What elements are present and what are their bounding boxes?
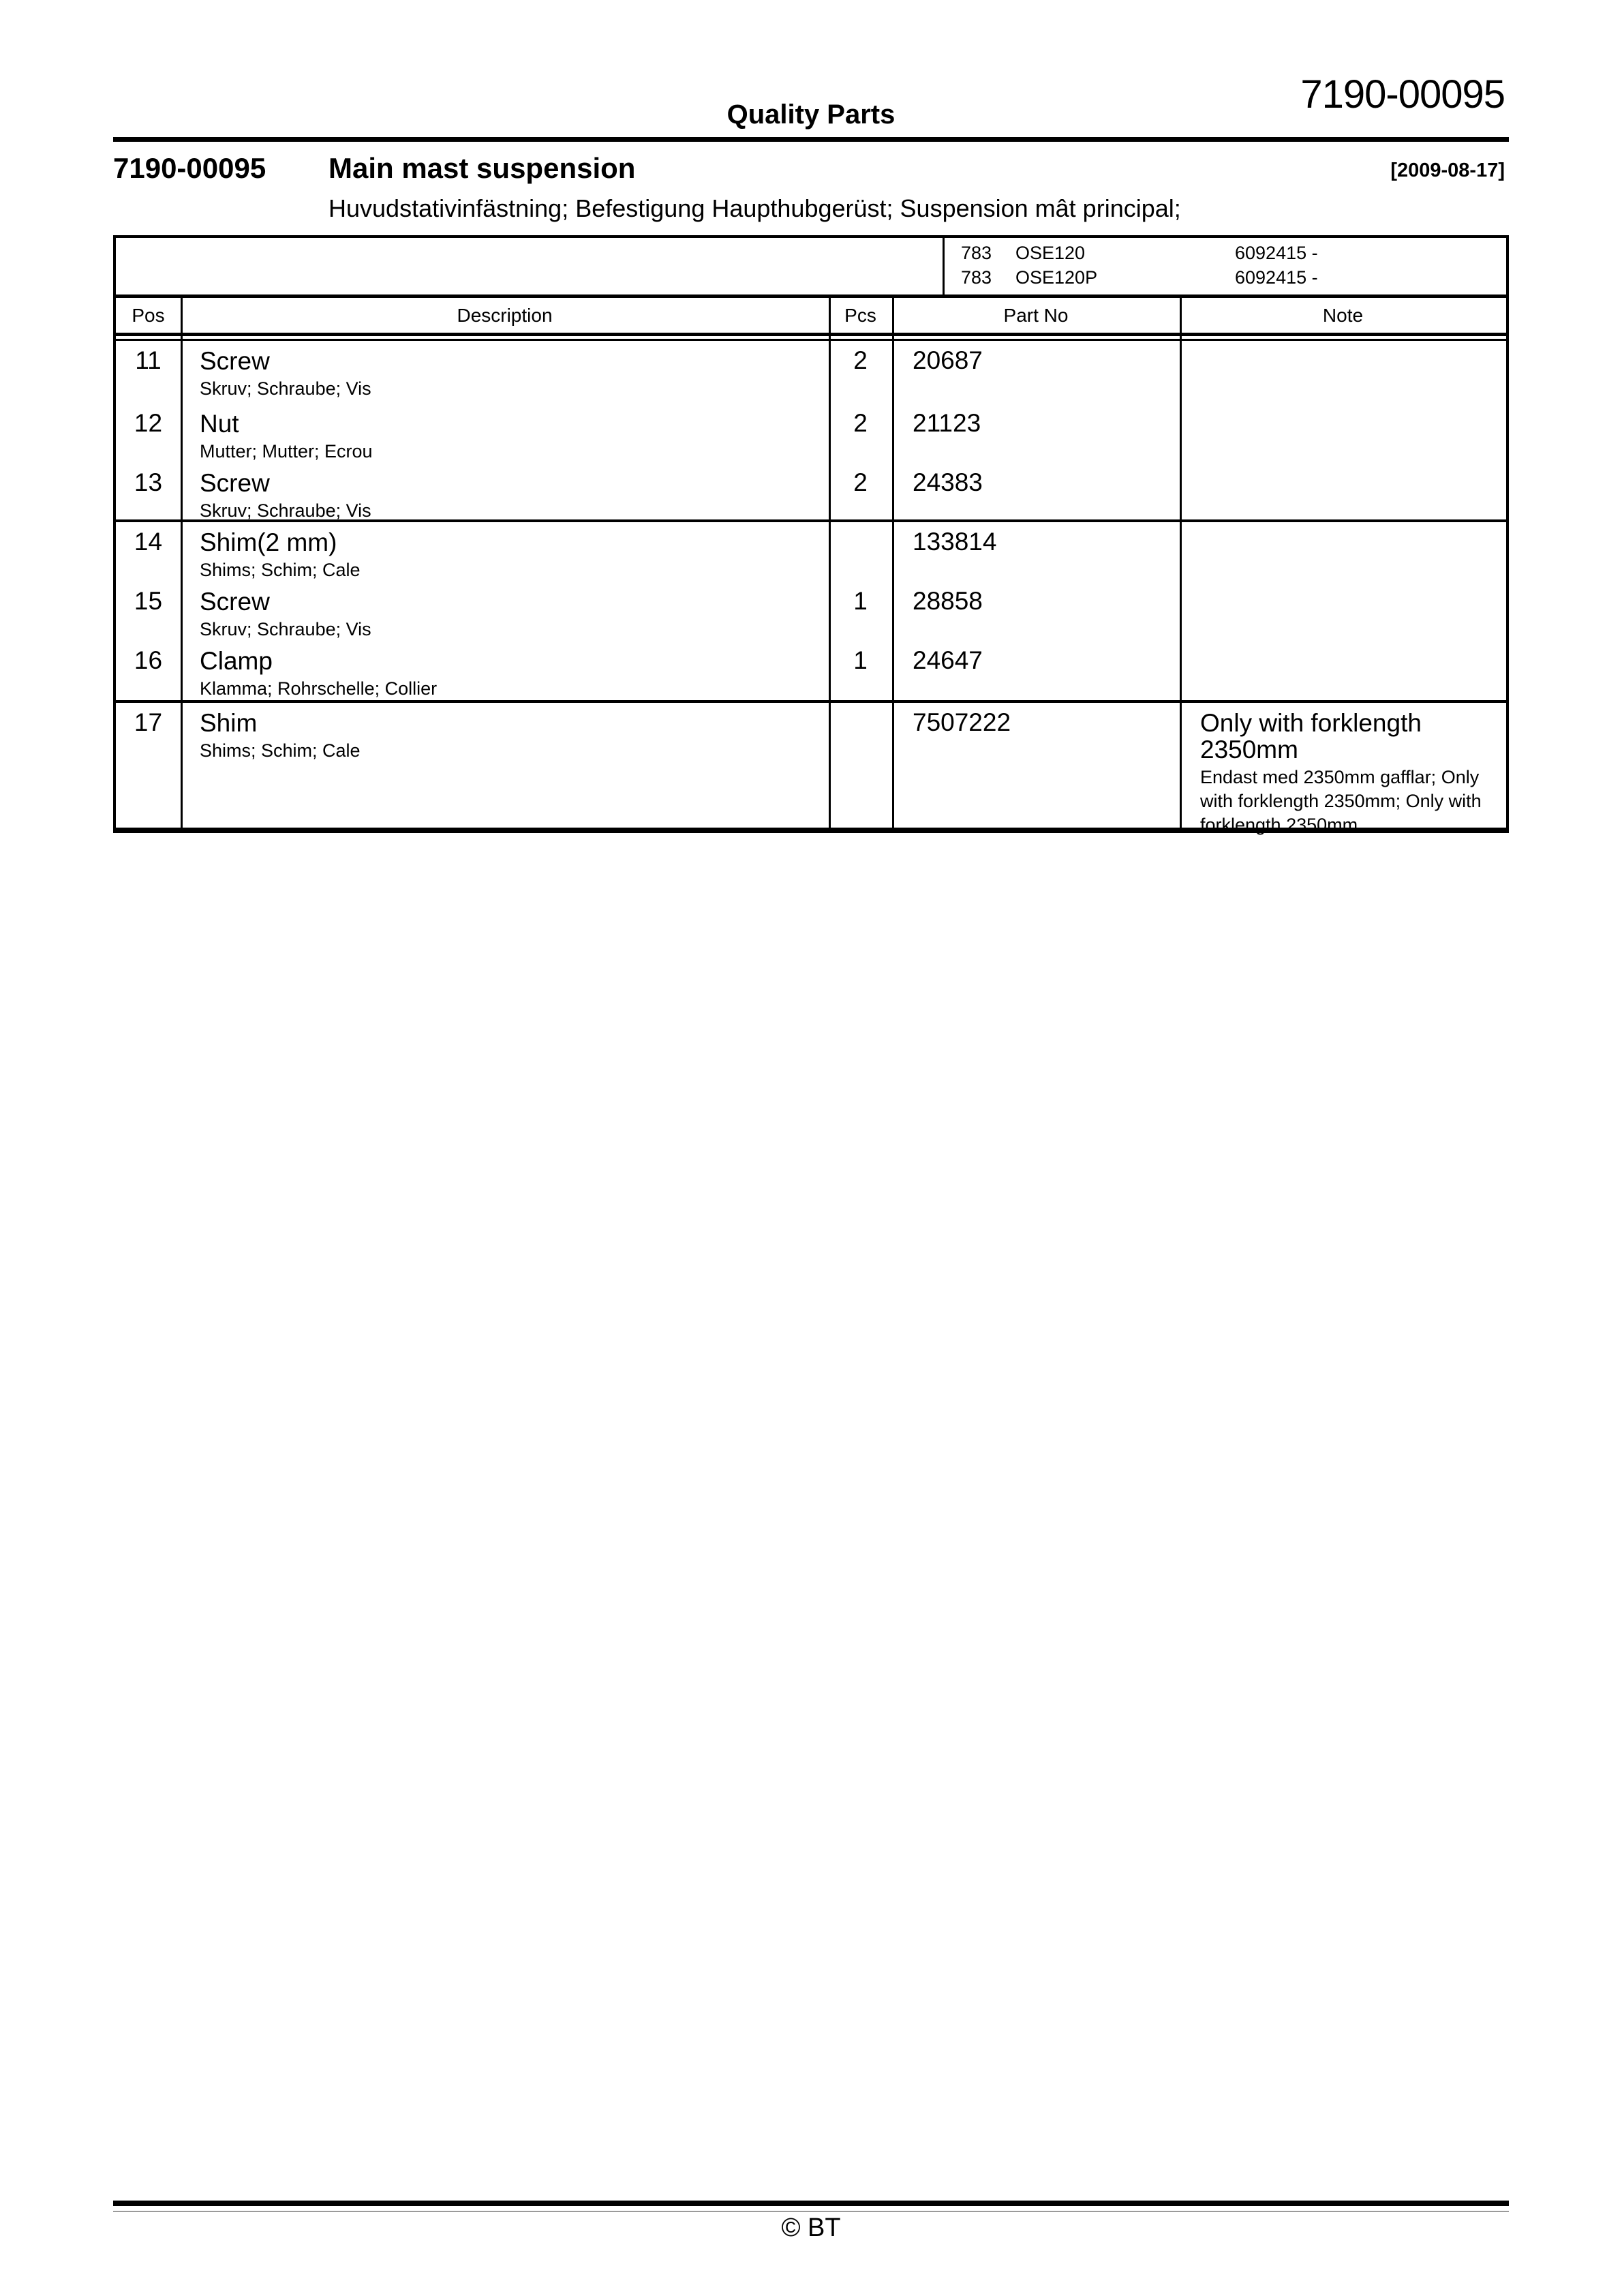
description-main: Screw xyxy=(200,347,270,375)
model-type-code: 783 xyxy=(961,243,992,263)
model-name: OSE120P xyxy=(1015,267,1098,288)
column-header-note: Note xyxy=(1322,304,1364,326)
cell-pcs: 2 xyxy=(853,346,868,374)
table-row xyxy=(116,404,1506,463)
brand-title: Quality Parts xyxy=(726,100,896,130)
cell-pos: 11 xyxy=(135,346,162,374)
column-divider xyxy=(892,298,894,828)
description-translations: Skruv; Schraube; Vis xyxy=(200,500,371,522)
table-header-row xyxy=(116,298,1506,333)
cell-part-no: 20687 xyxy=(913,346,983,374)
table-row xyxy=(116,463,1506,522)
description-translations: Shims; Schim; Cale xyxy=(200,560,361,581)
cell-pcs xyxy=(829,703,892,828)
table-row xyxy=(116,703,1506,835)
cell-pcs: 2 xyxy=(853,409,868,437)
cell-pos: 13 xyxy=(134,468,163,496)
column-header-pcs: Pcs xyxy=(844,304,876,326)
cell-pos: 17 xyxy=(134,708,163,736)
cell-pos: 16 xyxy=(134,646,163,674)
cell-description xyxy=(181,522,829,581)
cell-note xyxy=(1180,641,1506,700)
cell-description xyxy=(181,463,829,522)
note-translations: Endast med 2350mm gafflar; Only with forklength 2350mm; Only with forklength 2350mm xyxy=(1200,767,1482,835)
model-info-box xyxy=(116,235,1506,298)
column-divider xyxy=(181,298,183,828)
cell-note xyxy=(1180,463,1506,519)
note-main xyxy=(1200,522,1491,529)
footer-rule-thin xyxy=(113,2211,1509,2212)
note-main xyxy=(1200,404,1491,410)
description-main: Screw xyxy=(200,469,270,497)
description-main: Shim(2 mm) xyxy=(200,528,337,556)
cell-part-no: 24383 xyxy=(913,468,983,496)
cell-note xyxy=(1180,581,1506,641)
column-header-description: Description xyxy=(457,304,553,326)
header-rule xyxy=(113,137,1509,142)
copyright-notice: © BT xyxy=(781,2214,841,2242)
cell-pos: 14 xyxy=(134,528,163,556)
cell-pcs: 2 xyxy=(853,468,868,496)
model-row xyxy=(116,243,1506,267)
table-row xyxy=(116,341,1506,404)
cell-note xyxy=(1180,703,1506,835)
column-header-part-no: Part No xyxy=(1003,304,1069,326)
description-translations: Klamma; Rohrschelle; Collier xyxy=(200,678,438,699)
parts-table xyxy=(113,235,1509,833)
cell-description xyxy=(181,404,829,463)
cell-description xyxy=(181,641,829,700)
cell-part-no: 133814 xyxy=(913,528,997,556)
cell-pos: 15 xyxy=(134,587,163,615)
note-main xyxy=(1200,341,1491,348)
description-translations: Shims; Schim; Cale xyxy=(200,740,361,761)
description-main: Screw xyxy=(200,588,270,616)
cell-description xyxy=(181,341,829,404)
note-main: Only with forklength 2350mm xyxy=(1200,709,1422,764)
cell-pcs: 1 xyxy=(853,587,868,615)
table-body xyxy=(116,341,1506,835)
model-serial-range: 6092415 - xyxy=(1235,267,1318,288)
cell-pcs: 1 xyxy=(853,646,868,674)
cell-note xyxy=(1180,404,1506,463)
model-type-code: 783 xyxy=(961,267,992,288)
description-main: Nut xyxy=(200,410,239,438)
note-main xyxy=(1200,581,1491,588)
cell-pos: 12 xyxy=(134,409,163,437)
cell-note xyxy=(1180,341,1506,404)
description-translations: Mutter; Mutter; Ecrou xyxy=(200,441,373,462)
page-title: Main mast suspension xyxy=(328,152,636,184)
cell-part-no: 24647 xyxy=(913,646,983,674)
page-title-code: 7190-00095 xyxy=(113,152,266,184)
table-row xyxy=(116,581,1506,641)
cell-pcs xyxy=(829,522,892,581)
cell-description xyxy=(181,703,829,828)
document-number: 7190-00095 xyxy=(1300,72,1505,117)
description-translations: Skruv; Schraube; Vis xyxy=(200,378,371,399)
cell-part-no: 28858 xyxy=(913,587,983,615)
table-row xyxy=(116,641,1506,700)
cell-description xyxy=(181,581,829,641)
description-translations: Skruv; Schraube; Vis xyxy=(200,619,371,640)
footer-rule xyxy=(113,2201,1509,2206)
cell-note xyxy=(1180,522,1506,581)
note-main xyxy=(1200,641,1491,648)
cell-part-no: 21123 xyxy=(913,409,981,437)
model-serial-range: 6092415 - xyxy=(1235,243,1318,263)
revision-date: [2009-08-17] xyxy=(1390,160,1505,181)
cell-part-no: 7507222 xyxy=(913,708,1011,736)
description-main: Shim xyxy=(200,709,258,737)
description-main: Clamp xyxy=(200,647,273,675)
column-divider xyxy=(829,298,831,828)
page-subtitle-translations: Huvudstativinfästning; Befestigung Haupthubgerüst; Suspension mât principal; xyxy=(328,194,1181,222)
column-divider xyxy=(1180,298,1182,828)
column-header-pos: Pos xyxy=(132,304,165,326)
note-main xyxy=(1200,463,1491,470)
model-name: OSE120 xyxy=(1015,243,1086,263)
model-row xyxy=(116,267,1506,292)
table-row xyxy=(116,522,1506,581)
